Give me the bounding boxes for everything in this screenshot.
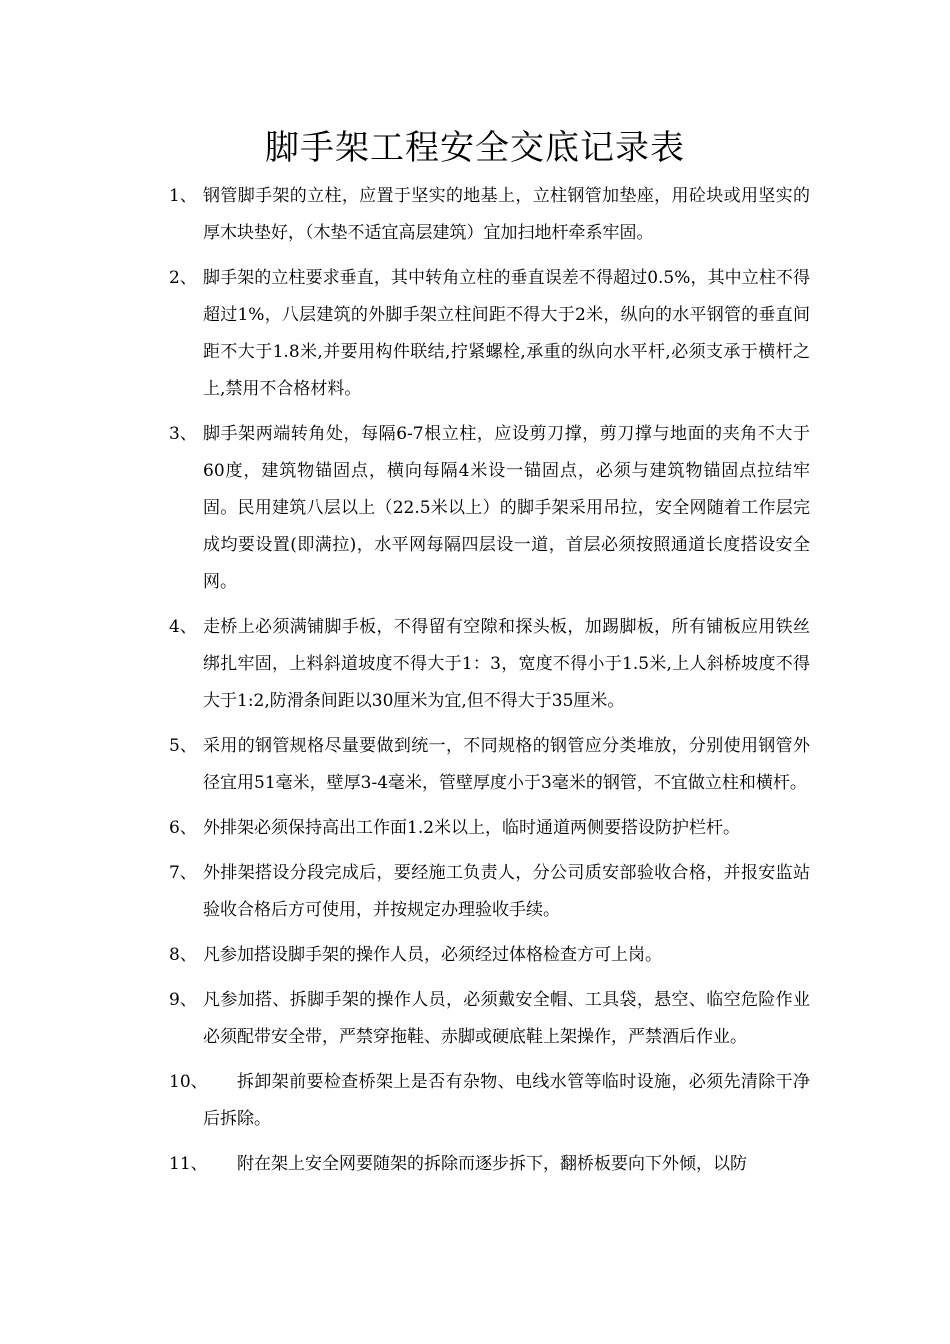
list-item	[165, 416, 810, 601]
item-number: 7、	[169, 863, 197, 883]
list-item	[165, 609, 810, 720]
list-item	[165, 1146, 810, 1183]
item-number: 1、	[169, 186, 197, 206]
item-text: 凡参加搭、拆脚手架的操作人员，必须戴安全帽、工具袋，悬空、临空危险作业必须配带安全带，严禁穿拖鞋、赤脚或硬底鞋上架操作，严禁酒后作业。	[203, 990, 810, 1047]
item-text: 拆卸架前要检查桥架上是否有杂物、电线水管等临时设施，必须先清除干净后拆除。	[203, 1072, 810, 1129]
item-text: 脚手架的立柱要求垂直，其中转角立柱的垂直误差不得超过0.5%，其中立柱不得超过1%，八层建筑的外脚手架立柱间距不得大于2米，纵向的水平钢管的垂直间距不大于1.8米,并要用构件联结,拧紧螺栓,承重的纵向水平杆,必须支承于横杆之上,禁用不合格材料。	[203, 268, 810, 399]
item-number: 8、	[169, 945, 197, 965]
item-number: 11、	[169, 1154, 208, 1174]
list-item	[165, 855, 810, 929]
item-number: 4、	[169, 617, 197, 637]
list-item	[165, 810, 810, 847]
safety-rules-list	[165, 178, 810, 1191]
item-number: 3、	[169, 424, 197, 444]
list-item	[165, 728, 810, 802]
list-item	[165, 982, 810, 1056]
item-number: 9、	[169, 990, 197, 1010]
item-text: 附在架上安全网要随架的拆除而逐步拆下，翻桥板要向下外倾，以防	[237, 1154, 747, 1174]
item-number: 5、	[169, 736, 197, 756]
document-title: 脚手架工程安全交底记录表	[265, 128, 685, 168]
item-number: 2、	[169, 268, 197, 288]
list-item	[165, 260, 810, 408]
item-text: 钢管脚手架的立柱，应置于坚实的地基上，立柱钢管加垫座，用砼块或用坚实的厚木块垫好，（木垫不适宜高层建筑）宜加扫地杆牵系牢固。	[203, 186, 810, 243]
list-item	[165, 178, 810, 252]
list-item	[165, 1064, 810, 1138]
item-text: 走桥上必须满铺脚手板，不得留有空隙和探头板，加踢脚板，所有铺板应用铁丝绑扎牢固，上料斜道坡度不得大于1：3，宽度不得小于1.5米,上人斜桥坡度不得大于1:2,防滑条间距以30厘米为宜,但不得大于35厘米。	[203, 617, 810, 711]
item-number: 10、	[169, 1072, 208, 1092]
item-text: 凡参加搭设脚手架的操作人员，必须经过体格检查方可上岗。	[203, 945, 662, 965]
item-text: 采用的钢管规格尽量要做到统一，不同规格的钢管应分类堆放，分别使用钢管外径宜用51毫米，壁厚3-4毫米，管壁厚度小于3毫米的钢管，不宜做立柱和横杆。	[203, 736, 810, 793]
item-text: 外排架搭设分段完成后，要经施工负责人，分公司质安部验收合格，并报安监站验收合格后方可使用，并按规定办理验收手续。	[203, 863, 810, 920]
item-text: 外排架必须保持高出工作面1.2米以上，临时通道两侧要搭设防护栏杆。	[203, 818, 741, 838]
item-text: 脚手架两端转角处，每隔6-7根立柱，应设剪刀撑，剪刀撑与地面的夹角不大于60度，建筑物锚固点，横向每隔4米设一锚固点，必须与建筑物锚固点拉结牢固。民用建筑八层以上（22.5米以上）的脚手架采用吊拉，安全网随着工作层完成均要设置(即满拉)，水平网每隔四层设一道，首层必须按照通道长度搭设安全网。	[203, 424, 810, 592]
list-item	[165, 937, 810, 974]
item-number: 6、	[169, 818, 197, 838]
